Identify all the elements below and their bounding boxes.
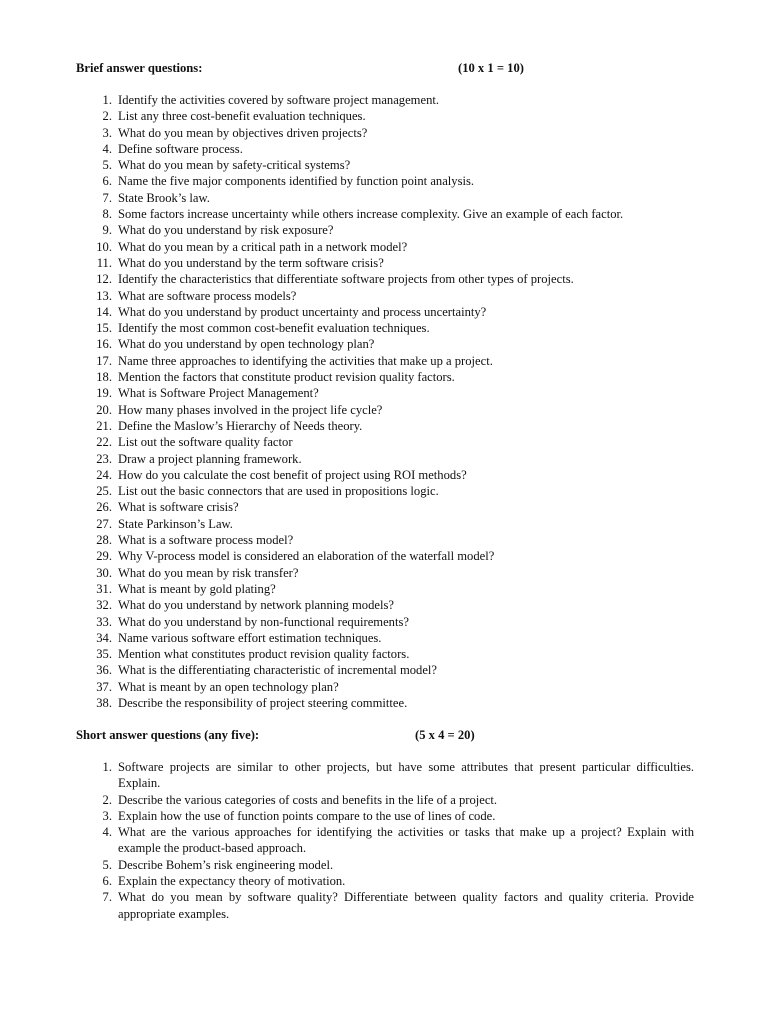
question-item [0, 141, 623, 157]
question-number: 16. [96, 337, 112, 352]
question-item [0, 759, 694, 792]
question-text: What is a software process model? [118, 533, 294, 548]
question-item [0, 516, 623, 532]
question-text: Identify the most common cost-benefit evaluation techniques. [118, 321, 430, 336]
question-number: 25. [96, 484, 112, 499]
question-item [0, 808, 694, 824]
brief-section-marks: (10 x 1 = 10) [458, 61, 524, 75]
question-number: 5. [102, 158, 112, 173]
question-text: What do you mean by risk transfer? [118, 565, 299, 580]
question-item [0, 173, 623, 189]
short-section-heading [76, 727, 475, 743]
question-item [0, 418, 623, 434]
question-number: 15. [96, 321, 112, 336]
question-number: 29. [96, 549, 112, 564]
question-item [0, 255, 623, 271]
question-item [0, 548, 623, 564]
question-number: 27. [96, 516, 112, 531]
question-item [0, 581, 623, 597]
question-text: What do you understand by product uncertainty and process uncertainty? [118, 304, 487, 319]
question-number: 3. [102, 125, 112, 140]
question-number: 20. [96, 402, 112, 417]
question-item [0, 679, 623, 695]
question-item [0, 402, 623, 418]
question-number: 5. [102, 857, 112, 872]
question-text: Explain how the use of function points compare to the use of lines of code. [118, 808, 496, 823]
question-text: Describe the various categories of costs and benefits in the life of a project. [118, 792, 498, 807]
question-text: State Parkinson’s Law. [118, 516, 233, 531]
question-item [0, 499, 623, 515]
question-number: 31. [96, 581, 112, 596]
question-number: 6. [102, 174, 112, 189]
question-number: 1. [102, 93, 112, 107]
question-text: What do you understand by risk exposure? [118, 223, 334, 238]
question-item [0, 157, 623, 173]
question-number: 12. [96, 272, 112, 287]
question-number: 28. [96, 533, 112, 548]
question-item [0, 353, 623, 369]
question-item [0, 239, 623, 255]
question-number: 2. [102, 109, 112, 124]
question-number: 4. [102, 141, 112, 156]
question-item [0, 369, 623, 385]
question-number: 14. [96, 304, 112, 319]
question-number: 2. [102, 792, 112, 807]
question-text: Mention the factors that constitute product revision quality factors. [118, 370, 455, 385]
question-text: List any three cost-benefit evaluation techniques. [118, 109, 366, 124]
question-number: 17. [96, 353, 112, 368]
question-text: Mention what constitutes product revision quality factors. [118, 647, 410, 662]
question-number: 37. [96, 679, 112, 694]
question-text: Define the Maslow’s Hierarchy of Needs theory. [118, 418, 363, 433]
question-number: 11. [96, 255, 112, 270]
question-text: State Brook’s law. [118, 190, 210, 205]
question-number: 24. [96, 467, 112, 482]
question-item [0, 873, 694, 889]
short-section-title: Short answer questions (any five): [76, 728, 260, 742]
question-number: 8. [102, 207, 112, 222]
question-text: What do you mean by objectives driven projects? [118, 125, 368, 140]
question-item [0, 483, 623, 499]
question-item [0, 108, 623, 124]
brief-section-heading [76, 60, 524, 76]
brief-question-list [0, 92, 623, 711]
question-text: What do you understand by the term software crisis? [118, 255, 384, 270]
question-number: 35. [96, 647, 112, 662]
question-item [0, 92, 623, 108]
question-text: List out the software quality factor [118, 435, 293, 450]
question-text: What are the various approaches for identifying the activities or tasks that make up a project? Explain with example the product-based approach. [118, 825, 694, 856]
question-number: 1. [102, 760, 112, 774]
question-item [0, 467, 623, 483]
question-item [0, 662, 623, 678]
question-number: 22. [96, 435, 112, 450]
question-text: Software projects are similar to other projects, but have some attributes that present particular difficulties. Explain. [118, 760, 694, 791]
question-number: 36. [96, 663, 112, 678]
question-text: Identify the characteristics that differentiate software projects from other types of projects. [118, 272, 574, 287]
question-item [0, 857, 694, 873]
question-text: Draw a project planning framework. [118, 451, 302, 466]
question-item [0, 385, 623, 401]
question-number: 10. [96, 239, 112, 254]
question-item [0, 565, 623, 581]
question-item [0, 206, 623, 222]
question-text: What do you understand by non-functional requirements? [118, 614, 409, 629]
question-text: What are software process models? [118, 288, 297, 303]
question-item [0, 792, 694, 808]
question-text: Identify the activities covered by software project management. [118, 93, 440, 107]
question-item [0, 304, 623, 320]
question-number: 9. [102, 223, 112, 238]
question-number: 26. [96, 500, 112, 515]
question-number: 32. [96, 598, 112, 613]
question-number: 13. [96, 288, 112, 303]
question-text: What is the differentiating characteristic of incremental model? [118, 663, 438, 678]
question-text: What is Software Project Management? [118, 386, 319, 401]
question-text: Name various software effort estimation techniques. [118, 630, 382, 645]
question-text: What is software crisis? [118, 500, 239, 515]
question-text: List out the basic connectors that are used in propositions logic. [118, 484, 439, 499]
question-item [0, 532, 623, 548]
question-text: Some factors increase uncertainty while others increase complexity. Give an example of each factor. [118, 207, 624, 222]
question-text: Explain the expectancy theory of motivation. [118, 874, 346, 889]
question-text: What do you mean by a critical path in a network model? [118, 239, 408, 254]
question-number: 19. [96, 386, 112, 401]
question-item [0, 434, 623, 450]
question-item [0, 336, 623, 352]
question-number: 6. [102, 874, 112, 889]
question-text: What do you mean by software quality? Differentiate between quality factors and quality criteria. Provide appropriate examples. [118, 890, 694, 921]
short-question-list [0, 759, 694, 922]
question-text: What is meant by gold plating? [118, 581, 276, 596]
question-text: How many phases involved in the project life cycle? [118, 402, 383, 417]
question-number: 30. [96, 565, 112, 580]
short-section-marks: (5 x 4 = 20) [415, 728, 475, 742]
question-text: What do you understand by open technology plan? [118, 337, 375, 352]
question-item [0, 614, 623, 630]
question-item [0, 125, 623, 141]
question-item [0, 597, 623, 613]
brief-section-title: Brief answer questions: [76, 61, 203, 75]
question-item [0, 451, 623, 467]
question-text: What do you understand by network planning models? [118, 598, 394, 613]
question-number: 7. [102, 890, 112, 905]
question-item [0, 288, 623, 304]
question-item [0, 320, 623, 336]
question-number: 21. [96, 418, 112, 433]
question-number: 38. [96, 695, 112, 710]
question-number: 4. [102, 825, 112, 840]
question-item [0, 695, 623, 711]
question-text: Why V-process model is considered an elaboration of the waterfall model? [118, 549, 495, 564]
question-text: How do you calculate the cost benefit of project using ROI methods? [118, 467, 467, 482]
question-item [0, 190, 623, 206]
question-number: 3. [102, 808, 112, 823]
question-number: 23. [96, 451, 112, 466]
question-text: Describe the responsibility of project steering committee. [118, 695, 408, 710]
question-text: Name three approaches to identifying the activities that make up a project. [118, 353, 493, 368]
question-item [0, 271, 623, 287]
question-item [0, 889, 694, 922]
question-text: Name the five major components identified by function point analysis. [118, 174, 475, 189]
question-text: What do you mean by safety-critical systems? [118, 158, 351, 173]
question-item [0, 222, 623, 238]
question-text: Define software process. [118, 141, 243, 156]
question-number: 34. [96, 630, 112, 645]
question-item [0, 630, 623, 646]
question-number: 18. [96, 370, 112, 385]
question-text: What is meant by an open technology plan? [118, 679, 339, 694]
question-item [0, 824, 694, 857]
question-item [0, 646, 623, 662]
question-number: 33. [96, 614, 112, 629]
question-number: 7. [102, 190, 112, 205]
question-text: Describe Bohem’s risk engineering model. [118, 857, 334, 872]
